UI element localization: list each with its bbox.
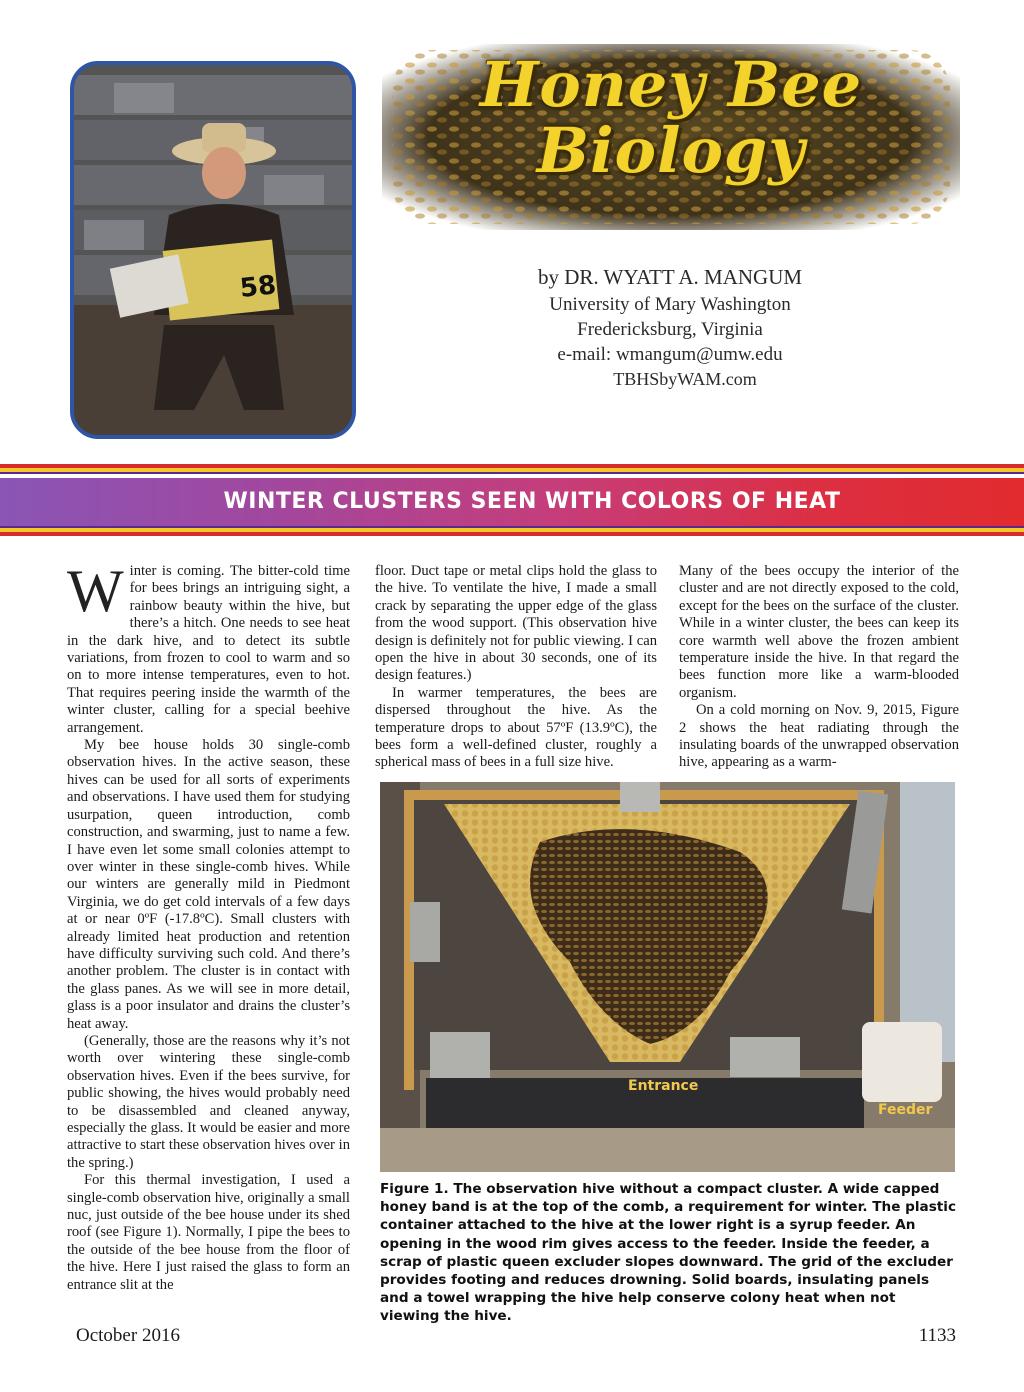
masthead-title-line2: Biology — [536, 114, 806, 187]
body-paragraph: Winter is coming. The bitter-cold time for bees brings an intriguing sight, a rainbow beauty within the hive, but there’s a hitch. One needs to see heat in the dark hive, and to detect its subtle variations, from frozen to cool to warm and so on to more intense temperatures, even to hot. That requires peering inside the warmth of the winter cluster, calling for a special beehive arrangement. — [67, 558, 350, 736]
headline: WINTER CLUSTERS SEEN WITH COLORS OF HEAT — [223, 489, 841, 514]
body-paragraph: For this thermal investigation, I used a single-comb observation hive, originally a small nuc, just outside of the bee house under its shed roof (see Figure 1). Normally, I pipe the bees to the outside of the bee house from the floor of the hive. Here I just raised the glass to form an entrance slit at the — [67, 1172, 350, 1293]
feeder-label: Feeder — [878, 1102, 933, 1118]
author-affiliation: University of Mary Washington — [549, 294, 791, 315]
masthead-title — [382, 48, 960, 187]
masthead — [382, 44, 960, 230]
svg-text:58: 58 — [238, 270, 278, 304]
drop-cap: W — [67, 558, 124, 624]
entrance-label: Entrance — [628, 1078, 699, 1094]
byline — [470, 262, 870, 392]
issue-date: October 2016 — [76, 1325, 180, 1346]
body-column-3 — [679, 563, 959, 772]
body-column-1 — [67, 558, 350, 1294]
masthead-title-line1: Honey Bee — [479, 48, 863, 121]
author-website: TBHSbyWAM.com — [613, 369, 757, 389]
body-paragraph: (Generally, those are the reasons why it’s not worth over wintering these single-comb observation hives. Even if the bees survive, for public showing, the hives would probably need to be disassembled and cleaned anyway, especially the glass. It would be easier and more attractive to start these observation hives over in the spring.) — [67, 1032, 350, 1171]
body-paragraph: In warmer temperatures, the bees are dispersed throughout the hive. As the temperature drops to about 57ºF (13.9ºC), the bees form a well-defined cluster, roughly a spherical mass of bees in a full size hive. — [375, 684, 657, 771]
figure-1-photo — [380, 782, 955, 1172]
banner-top-stripes — [0, 464, 1024, 474]
body-paragraph: My bee house holds 30 single-comb observation hives. In the active season, these hives can be used for all sorts of experiments and observations. I have used them for studying usurpation, queen introduction, comb construction, and swarming, just to name a few. I have even let some small colonies attempt to over winter in these single-comb hives. While our winters are generally mild in Piedmont Virginia, we do get cold intervals of a few days at or near 0ºF (-17.8ºC). Small clusters with already limited heat production and retention have difficulty surviving such cold. And there’s another problem. The cluster is in contact with the glass panes. As we will see in more detail, glass is a poor insulator and drains the cluster’s heat away. — [67, 737, 350, 1032]
author-location: Fredericksburg, Virginia — [577, 319, 763, 340]
body-paragraph: floor. Duct tape or metal clips hold the glass to the hive. To ventilate the hive, I made a small crack by separating the upper edge of the glass from the wood support. (This observation hive design is definitely not for public viewing. I can open the hive in about 30 seconds, one of its design features.) — [375, 563, 657, 684]
body-column-2 — [375, 563, 657, 772]
page-number: 1133 — [918, 1325, 956, 1346]
body-paragraph: On a cold morning on Nov. 9, 2015, Figure 2 shows the heat radiating through the insulating boards of the unwrapped observation hive, appearing as a warm- — [679, 702, 959, 771]
headline-banner — [0, 478, 1024, 526]
figure-1-caption: Figure 1. The observation hive without a compact cluster. A wide capped honey band is at the top of the comb, a requirement for winter. The plastic container attached to the hive at the lower right is a syrup feeder. An opening in the wood rim gives access to the feeder. Inside the feeder, a scrap of plastic queen excluder slopes downward. The grid of the excluder provides footing and reduces drowning. Solid boards, insulating panels and a towel wrapping the hive help conserve colony heat when not viewing the hive. — [380, 1181, 957, 1325]
author-photo — [70, 61, 356, 439]
body-paragraph: Many of the bees occupy the interior of the cluster and are not directly exposed to the cold, except for the bees on the surface of the cluster. While in a winter cluster, the bees can keep its core warmth well above the frozen ambient temperature inside the hive. In that regard the bees function more like a warm-blooded organism. — [679, 563, 959, 701]
author-name: by DR. WYATT A. MANGUM — [537, 265, 803, 289]
banner-bottom-stripes — [0, 526, 1024, 536]
author-email: e-mail: wmangum@umw.edu — [557, 344, 783, 365]
